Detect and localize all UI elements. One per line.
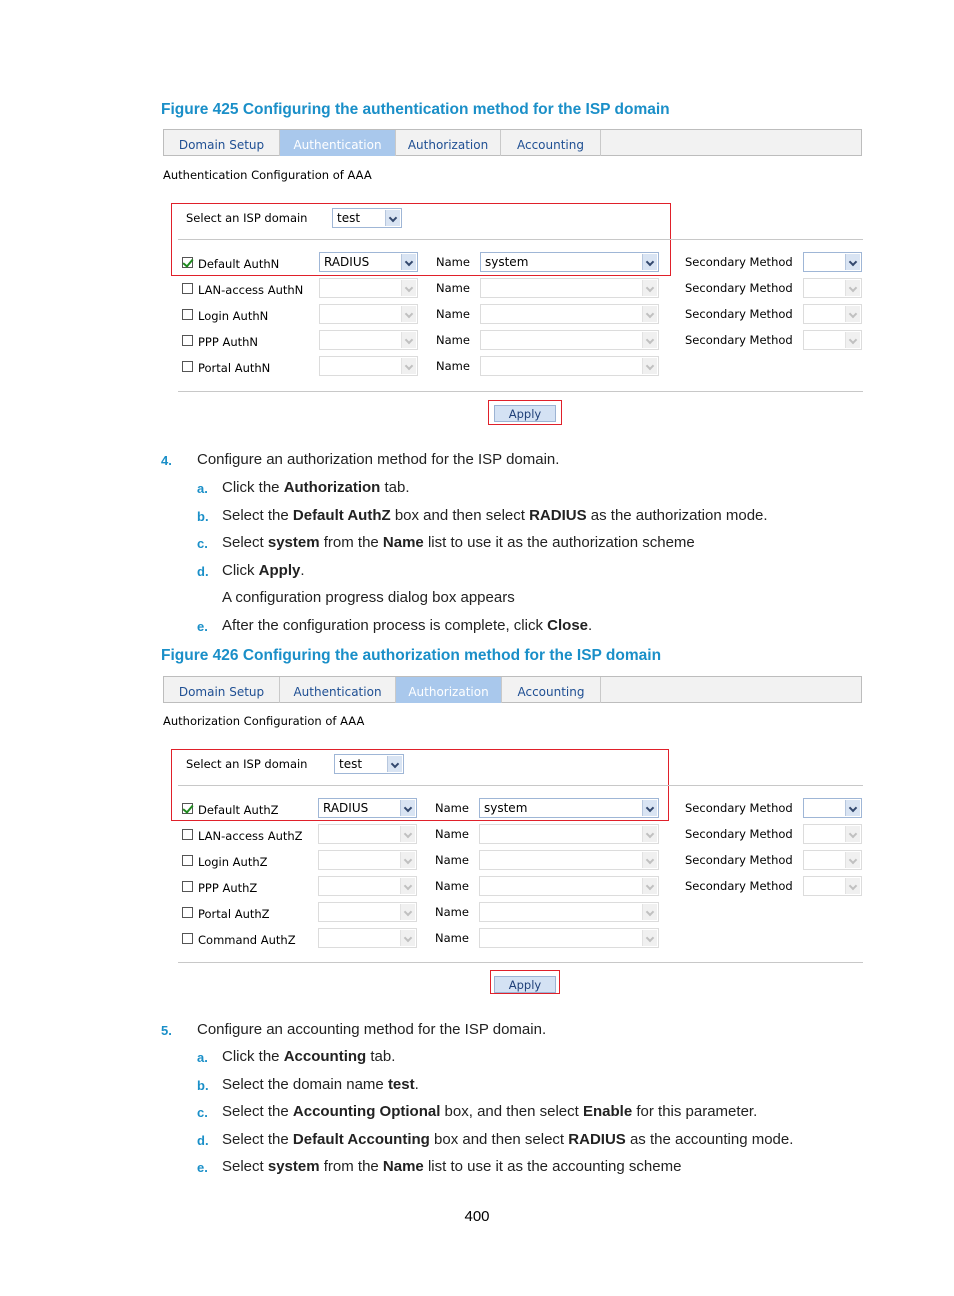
chevron-down-icon <box>845 826 860 842</box>
row-label: Portal AuthZ <box>198 907 270 921</box>
figure-426-caption: Figure 426 Configuring the authorization method for the ISP domain <box>161 647 662 664</box>
chevron-down-icon <box>401 280 416 296</box>
name-select[interactable] <box>479 928 659 948</box>
text-run: Select the <box>222 1103 293 1120</box>
bold-term: Accounting Optional <box>292 1103 441 1120</box>
section-subtitle: Authentication Configuration of AAA <box>163 168 372 182</box>
tab-domain-setup[interactable]: Domain Setup <box>164 677 280 703</box>
bold-term: Close <box>547 616 589 634</box>
mode-select[interactable] <box>319 330 418 350</box>
chevron-down-icon <box>385 210 400 226</box>
mode-select[interactable] <box>319 356 418 376</box>
isp-domain-select[interactable] <box>334 754 404 774</box>
mode-select[interactable] <box>319 252 418 272</box>
name-label: Name <box>436 333 470 347</box>
tab-authorization[interactable]: Authorization <box>396 677 502 703</box>
isp-domain-select[interactable] <box>332 208 402 228</box>
row-label: LAN-access AuthN <box>198 283 304 297</box>
name-select[interactable] <box>479 798 659 818</box>
isp-domain-label: Select an ISP domain <box>186 211 308 225</box>
secondary-method-label: Secondary Method <box>685 801 793 815</box>
bold-term: Default Accounting <box>292 1130 430 1148</box>
secondary-method-label: Secondary Method <box>685 853 793 867</box>
substep-text <box>222 479 410 496</box>
secondary-method-select[interactable] <box>803 850 862 870</box>
secondary-method-label: Secondary Method <box>685 827 793 841</box>
secondary-method-select[interactable] <box>803 824 862 844</box>
chevron-down-icon <box>400 904 415 920</box>
text-run: . <box>588 616 593 634</box>
substep-text <box>222 1076 419 1093</box>
text-run: Click the <box>222 1048 284 1065</box>
chevron-down-icon <box>642 254 657 270</box>
text-run: Click <box>222 561 259 579</box>
secondary-method-select[interactable] <box>803 304 862 324</box>
chevron-down-icon <box>845 852 860 868</box>
step-text: Configure an accounting method for the ISP domain. <box>197 1021 547 1038</box>
substep-letter: b. <box>197 1077 209 1093</box>
bold-term: RADIUS <box>529 506 587 524</box>
bold-term: Authorization <box>283 479 381 496</box>
text-run: After the configuration process is complete, click <box>222 616 548 634</box>
text-run: list to use it as the authorization scheme <box>423 534 695 551</box>
ppp-authz-checkbox[interactable] <box>182 881 193 892</box>
chevron-down-icon <box>845 800 860 816</box>
bold-term: Apply <box>258 561 301 579</box>
substep-letter: c. <box>197 1105 208 1120</box>
chevron-down-icon <box>642 878 657 894</box>
name-label: Name <box>435 827 469 841</box>
mode-value: RADIUS <box>323 801 369 815</box>
substep-letter: d. <box>197 1132 209 1148</box>
figure-425-caption: Figure 425 Configuring the authentication method for the ISP domain <box>161 101 670 118</box>
mode-select[interactable] <box>318 902 417 922</box>
text-run: Click the <box>222 479 284 496</box>
name-label: Name <box>435 801 469 815</box>
text-run: . <box>414 1075 419 1093</box>
section-subtitle: Authorization Configuration of AAA <box>163 714 365 728</box>
mode-select[interactable] <box>318 876 417 896</box>
chevron-down-icon <box>642 358 657 374</box>
isp-domain-label: Select an ISP domain <box>186 757 308 771</box>
tab-accounting[interactable]: Accounting <box>501 130 601 156</box>
name-value: system <box>485 255 529 269</box>
secondary-method-label: Secondary Method <box>685 879 793 893</box>
bold-term: Accounting <box>283 1048 367 1065</box>
text-run: from the <box>319 534 383 551</box>
tab-domain-setup[interactable]: Domain Setup <box>164 130 280 156</box>
chevron-down-icon <box>401 306 416 322</box>
text-run: tab. <box>366 1048 396 1065</box>
name-label: Name <box>435 931 469 945</box>
portal-authn-checkbox[interactable] <box>182 361 193 372</box>
substep-text <box>222 1048 395 1065</box>
chevron-down-icon <box>400 878 415 894</box>
mode-select[interactable] <box>318 850 417 870</box>
default-authz-checkbox[interactable] <box>182 803 193 814</box>
chevron-down-icon <box>845 332 860 348</box>
text-run: A configuration progress dialog box appears <box>222 589 515 606</box>
mode-select[interactable] <box>318 798 417 818</box>
chevron-down-icon <box>642 306 657 322</box>
secondary-method-select[interactable] <box>803 876 862 896</box>
chevron-down-icon <box>401 254 416 270</box>
divider <box>178 239 863 240</box>
text-run: Select <box>222 1158 268 1175</box>
substep-text <box>222 1131 793 1148</box>
divider <box>178 962 863 963</box>
ppp-authn-checkbox[interactable] <box>182 335 193 346</box>
row-label: Login AuthZ <box>198 855 268 869</box>
isp-domain-value: test <box>337 211 361 225</box>
secondary-method-label: Secondary Method <box>685 255 793 269</box>
mode-select[interactable] <box>318 928 417 948</box>
bold-term: RADIUS <box>568 1130 626 1148</box>
substep-text <box>222 1103 757 1120</box>
row-label: LAN-access AuthZ <box>198 829 303 843</box>
mode-value: RADIUS <box>324 255 370 269</box>
mode-select[interactable] <box>319 278 418 298</box>
bold-term: Enable <box>583 1103 633 1120</box>
text-run: box and then select <box>390 506 530 524</box>
name-label: Name <box>436 359 470 373</box>
secondary-method-label: Secondary Method <box>685 333 793 347</box>
substep-text <box>222 507 768 524</box>
portal-authz-checkbox[interactable] <box>182 907 193 918</box>
name-select[interactable] <box>479 850 659 870</box>
page-number: 400 <box>464 1208 490 1225</box>
divider <box>178 391 863 392</box>
chevron-down-icon <box>845 306 860 322</box>
mode-select[interactable] <box>319 304 418 324</box>
substep-letter: b. <box>197 508 209 524</box>
row-label: Login AuthN <box>198 309 269 323</box>
substep-letter: e. <box>197 618 208 634</box>
name-label: Name <box>435 853 469 867</box>
bold-term: system <box>267 534 320 551</box>
chevron-down-icon <box>642 930 657 946</box>
substep-letter: a. <box>197 1050 208 1065</box>
chevron-down-icon <box>642 332 657 348</box>
secondary-method-label: Secondary Method <box>685 307 793 321</box>
login-authn-checkbox[interactable] <box>182 309 193 320</box>
substep-text <box>222 589 515 606</box>
bold-term: test <box>387 1075 415 1093</box>
substep-text <box>222 617 592 634</box>
text-run: from the <box>319 1158 383 1175</box>
name-select[interactable] <box>480 252 659 272</box>
chevron-down-icon <box>400 852 415 868</box>
name-label: Name <box>435 905 469 919</box>
chevron-down-icon <box>400 826 415 842</box>
name-select[interactable] <box>480 356 659 376</box>
tab-accounting[interactable]: Accounting <box>502 677 601 703</box>
row-label: Default AuthZ <box>198 803 279 817</box>
step-text: Configure an authorization method for the ISP domain. <box>197 451 560 468</box>
text-run: as the accounting mode. <box>625 1130 794 1148</box>
chevron-down-icon <box>642 280 657 296</box>
text-run: as the authorization mode. <box>586 506 768 524</box>
text-run: Select the <box>222 1130 293 1148</box>
substep-letter: d. <box>197 563 209 579</box>
row-label: Portal AuthN <box>198 361 271 375</box>
secondary-method-select[interactable] <box>803 330 862 350</box>
text-run: . <box>300 561 305 579</box>
text-run: Select the domain name <box>222 1075 388 1093</box>
login-authz-checkbox[interactable] <box>182 855 193 866</box>
tab-bar-425 <box>163 129 862 156</box>
secondary-method-select[interactable] <box>803 252 862 272</box>
apply-button[interactable]: Apply <box>494 976 556 993</box>
chevron-down-icon <box>642 852 657 868</box>
tab-authentication[interactable]: Authentication <box>280 677 396 703</box>
name-select[interactable] <box>479 902 659 922</box>
substep-letter: a. <box>197 481 208 496</box>
name-select[interactable] <box>479 876 659 896</box>
name-label: Name <box>435 879 469 893</box>
name-label: Name <box>436 281 470 295</box>
isp-domain-value: test <box>339 757 363 771</box>
substep-text <box>222 562 305 579</box>
chevron-down-icon <box>845 254 860 270</box>
name-label: Name <box>436 255 470 269</box>
name-value: system <box>484 801 528 815</box>
chevron-down-icon <box>400 800 415 816</box>
name-select[interactable] <box>479 824 659 844</box>
bold-term: Name <box>382 1158 424 1175</box>
row-label: PPP AuthN <box>198 335 259 349</box>
name-select[interactable] <box>480 278 659 298</box>
command-authz-checkbox[interactable] <box>182 933 193 944</box>
apply-button[interactable]: Apply <box>494 405 556 422</box>
text-run: Select <box>222 534 268 551</box>
step-number: 5. <box>161 1023 172 1038</box>
substep-letter: c. <box>197 536 208 551</box>
lan-access-authz-checkbox[interactable] <box>182 829 193 840</box>
row-label: Command AuthZ <box>198 933 296 947</box>
chevron-down-icon <box>642 800 657 816</box>
chevron-down-icon <box>401 332 416 348</box>
name-label: Name <box>436 307 470 321</box>
bold-term: system <box>267 1158 320 1175</box>
secondary-method-label: Secondary Method <box>685 281 793 295</box>
chevron-down-icon <box>642 826 657 842</box>
text-run: tab. <box>380 479 410 496</box>
default-authn-checkbox[interactable] <box>182 257 193 268</box>
lan-access-authn-checkbox[interactable] <box>182 283 193 294</box>
bold-term: Name <box>382 534 424 551</box>
chevron-down-icon <box>845 878 860 894</box>
row-label: Default AuthN <box>198 257 280 271</box>
substep-letter: e. <box>197 1160 208 1175</box>
substep-text <box>222 1158 681 1175</box>
chevron-down-icon <box>845 280 860 296</box>
bold-term: Default AuthZ <box>292 506 391 524</box>
chevron-down-icon <box>401 358 416 374</box>
chevron-down-icon <box>642 904 657 920</box>
divider <box>178 785 863 786</box>
secondary-method-select[interactable] <box>803 278 862 298</box>
name-select[interactable] <box>480 304 659 324</box>
tab-authentication[interactable]: Authentication <box>280 130 396 156</box>
name-select[interactable] <box>480 330 659 350</box>
substep-text <box>222 534 695 551</box>
text-run: list to use it as the accounting scheme <box>423 1158 682 1175</box>
chevron-down-icon <box>387 756 402 772</box>
tab-bar-426 <box>163 676 862 703</box>
step-number: 4. <box>161 453 172 468</box>
row-label: PPP AuthZ <box>198 881 258 895</box>
chevron-down-icon <box>400 930 415 946</box>
text-run: box, and then select <box>440 1103 583 1120</box>
secondary-method-select[interactable] <box>803 798 862 818</box>
tab-authorization[interactable]: Authorization <box>396 130 501 156</box>
text-run: Select the <box>222 506 293 524</box>
mode-select[interactable] <box>318 824 417 844</box>
text-run: box and then select <box>429 1130 569 1148</box>
text-run: for this parameter. <box>632 1103 758 1120</box>
